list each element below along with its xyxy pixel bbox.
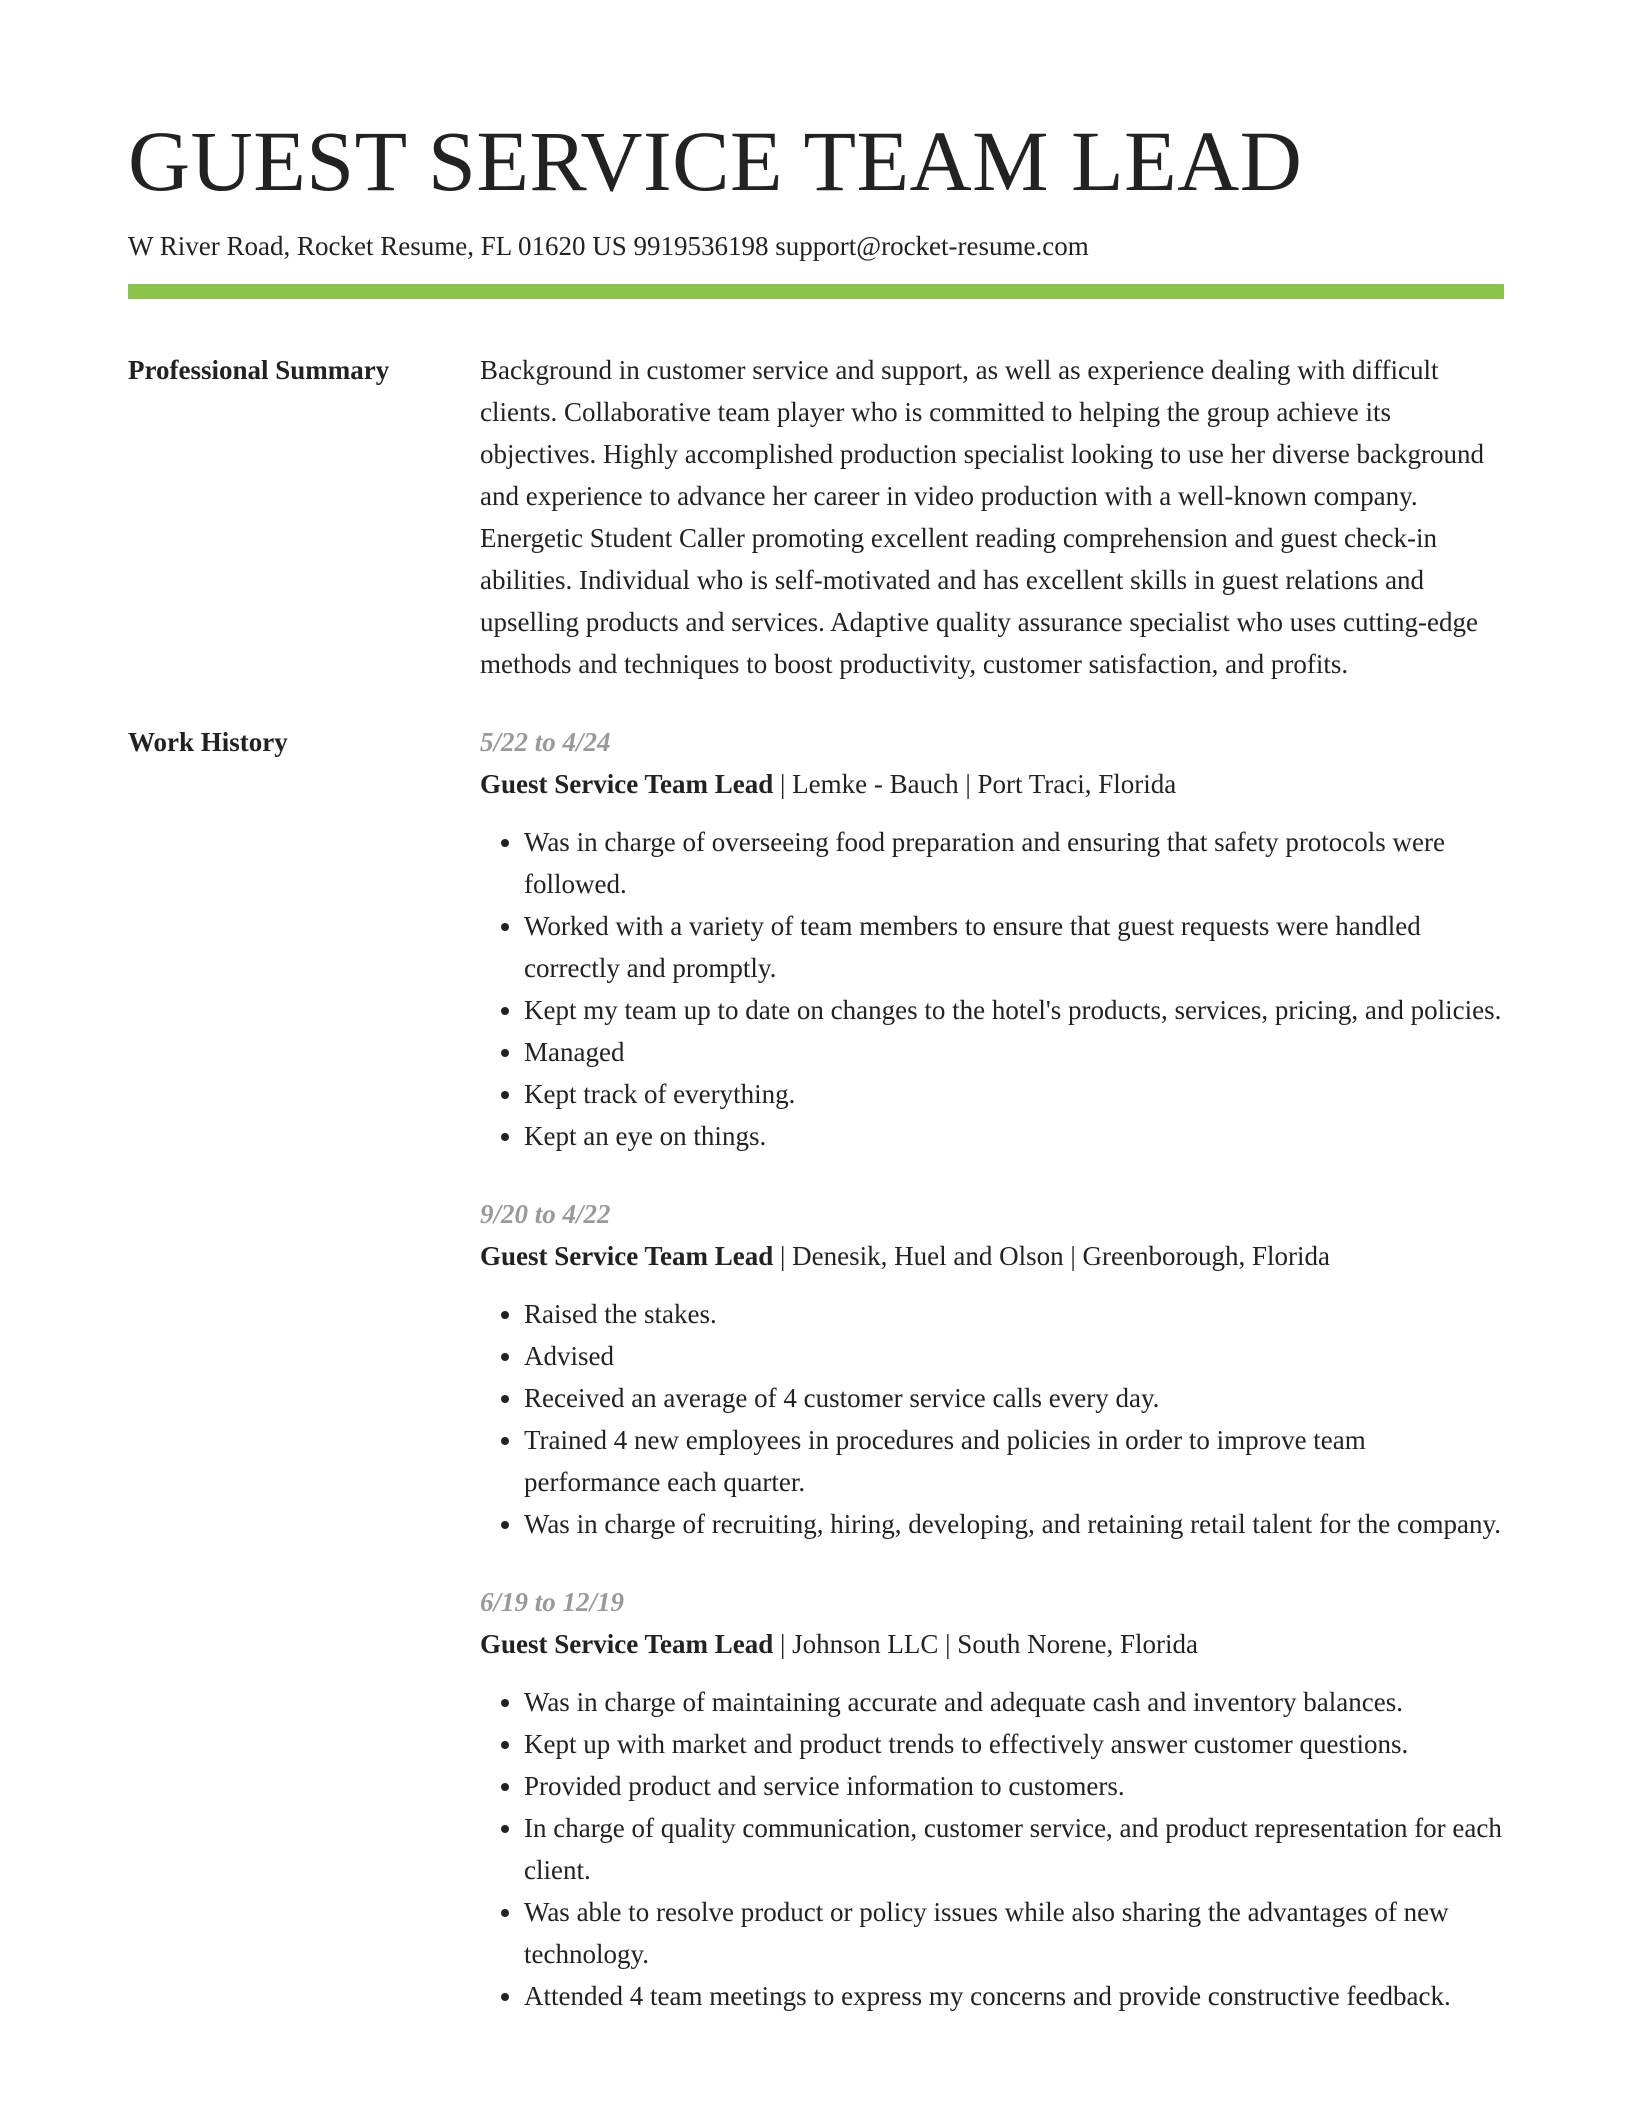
job-bullet: • Worked with a variety of team members to ensure that guest requests were handled correctly and promptly. [524,905,1504,989]
contact-phone: 9919536198 [633,231,769,261]
work-history-section [128,721,1504,2053]
job-title-line [480,1235,1504,1277]
job-bullet: • Received an average of 4 customer service calls every day. [524,1377,1504,1419]
job-dates: 6/19 to 12/19 [480,1587,625,1618]
job-title: Guest Service Team Lead [480,1629,774,1660]
resume-header [128,113,1504,299]
job-bullet: • Attended 4 team meetings to express my concerns and provide constructive feedback. [524,1975,1504,2017]
job-entry [480,721,1504,1157]
job-bullets [480,1293,1504,1545]
work-history-body [480,721,1504,2053]
job-bullet: • Kept an eye on things. [524,1115,1504,1157]
job-bullet: • Was in charge of recruiting, hiring, developing, and retaining retail talent for the company. [524,1503,1504,1545]
candidate-name: GUEST SERVICE TEAM LEAD [128,113,1303,209]
accent-divider [128,284,1504,299]
job-dates: 5/22 to 4/24 [480,727,611,758]
job-title: Guest Service Team Lead [480,1241,774,1272]
contact-address: W River Road, Rocket Resume, FL 01620 US [128,231,627,261]
job-title: Guest Service Team Lead [480,769,774,800]
job-entry [480,1581,1504,2017]
job-bullet: • Raised the stakes. [524,1293,1504,1335]
summary-text: Background in customer service and support, as well as experience dealing with difficult clients. Collaborative team player who is committed to helping the group achieve its objectives. Highly accomplished production specialist looking to use her diverse background and experience to advance her career in video production with a well-known company. Energetic Student Caller promoting excellent reading comprehension and guest check-in abilities. Individual who is self-motivated and has excellent skills in guest relations and upselling products and services. Adaptive quality assurance specialist who uses cutting-edge methods and techniques to boost productivity, customer satisfaction, and profits. [480,355,1485,680]
section-label-summary: Professional Summary [128,355,390,386]
job-dates: 9/20 to 4/22 [480,1199,611,1230]
job-title-line [480,1623,1504,1665]
job-entry [480,1193,1504,1545]
job-title-line [480,763,1504,805]
professional-summary-section [128,349,1504,685]
job-bullet: • Kept my team up to date on changes to the hotel's products, services, pricing, and policies. [524,989,1504,1031]
job-bullets [480,1681,1504,2017]
job-bullet: • Trained 4 new employees in procedures and policies in order to improve team performance each quarter. [524,1419,1504,1503]
job-bullet: • In charge of quality communication, customer service, and product representation for each client. [524,1807,1504,1891]
job-employer-location: | Lemke - Bauch | Port Traci, Florida [773,769,1177,800]
job-employer-location: | Johnson LLC | South Norene, Florida [773,1629,1199,1660]
job-bullet: • Managed [524,1031,1504,1073]
job-bullet: • Kept track of everything. [524,1073,1504,1115]
job-employer-location: | Denesik, Huel and Olson | Greenborough, Florida [773,1241,1330,1272]
contact-line [128,230,1504,262]
job-bullet: • Was able to resolve product or policy issues while also sharing the advantages of new technology. [524,1891,1504,1975]
job-bullet: • Kept up with market and product trends to effectively answer customer questions. [524,1723,1504,1765]
job-bullets [480,821,1504,1157]
contact-email: support@rocket-resume.com [775,231,1089,261]
job-bullet: • Provided product and service information to customers. [524,1765,1504,1807]
summary-body [480,349,1504,685]
job-bullet: • Was in charge of maintaining accurate and adequate cash and inventory balances. [524,1681,1504,1723]
job-bullet: • Was in charge of overseeing food preparation and ensuring that safety protocols were followed. [524,821,1504,905]
job-bullet: • Advised [524,1335,1504,1377]
section-label-work-history: Work History [128,727,288,758]
